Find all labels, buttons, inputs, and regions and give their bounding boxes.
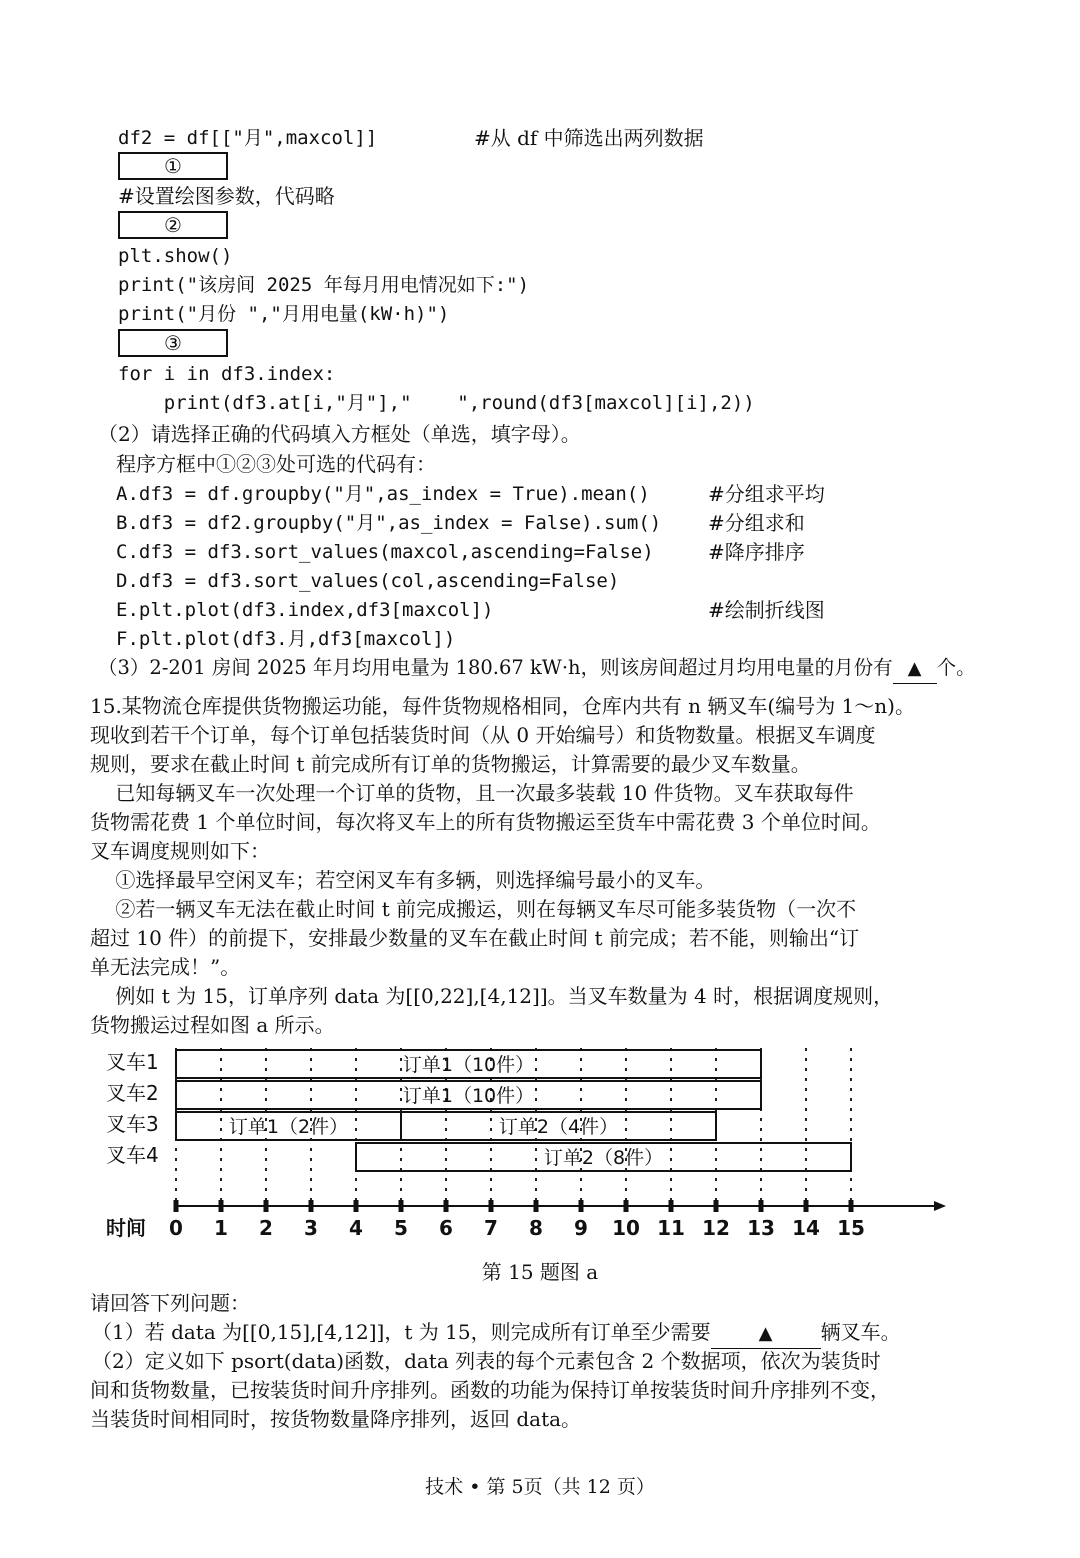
option-b-comment: #分组求和 [708,511,805,535]
figure-caption: 第 15 题图 a [481,1260,599,1284]
q15-rule1: ①选择最早空闲叉车；若空闲叉车有多辆，则选择编号最小的叉车。 [90,868,716,892]
tick-label-12: 12 [702,1216,730,1240]
tick-label-13: 13 [747,1216,775,1240]
question-2-line3: 当装货时间相同时，按货物数量降序排列，返回 data。 [90,1407,582,1431]
option-c-comment: #降序排序 [708,540,805,564]
q15-p2-line3: 叉车调度规则如下： [90,839,270,863]
option-c: C.df3 = df3.sort_values(maxcol,ascending=False) [116,541,654,563]
row-label-2: 叉车2 [106,1081,159,1105]
option-a-comment: #分组求平均 [708,482,825,506]
tick-label-10: 10 [612,1216,640,1240]
code-line-print-title: print("该房间 2025 年每月用电情况如下:") [118,274,530,296]
tick-label-4: 4 [349,1216,363,1240]
tick-label-8: 8 [529,1216,543,1240]
code-line-print-header: print("月份 ","月用电量(kW·h)") [118,303,450,325]
q15-p2-line1: 已知每辆叉车一次处理一个订单的货物，且一次最多装载 10 件货物。叉车获取每件 [90,781,854,805]
option-f: F.plt.plot(df3.月,df3[maxcol]) [116,628,456,650]
tick-label-11: 11 [657,1216,685,1240]
tick-label-2: 2 [259,1216,273,1240]
tick-mark-15 [849,1200,854,1212]
page-footer: 技术 • 第 5页（共 12 页） [425,1476,655,1498]
order-bar-label-5: 订单2（8件） [543,1147,664,1169]
q15-p1-line1: 15.某物流仓库提供货物搬运功能，每件货物规格相同，仓库内共有 n 辆叉车(编号为 1～n)。 [90,694,915,718]
q15-p1-line2: 现收到若干个订单，每个订单包括装货时间（从 0 开始编号）和货物数量。根据叉车调度 [90,723,876,747]
code-comment-plot-params: #设置绘图参数，代码略 [118,184,335,208]
question-1-unit: 辆叉车。 [820,1320,901,1344]
tick-label-15: 15 [837,1216,865,1240]
order-bar-label-4: 订单2（4件） [498,1116,619,1138]
option-b: B.df3 = df2.groupby("月",as_index = False).sum() [116,512,662,534]
tick-mark-7 [489,1200,494,1212]
tick-mark-2 [264,1200,269,1212]
q2-intro: 程序方框中①②③处可选的代码有： [116,452,436,476]
q15-rule2-line2: 超过 10 件）的前提下，安排最少数量的叉车在截止时间 t 前完成；若不能，则输出“订 [90,926,860,950]
tick-label-1: 1 [214,1216,228,1240]
tick-label-7: 7 [484,1216,498,1240]
question-2-line1: （2）定义如下 psort(data)函数，data 列表的每个元素包含 2 个数据项，依次为装货时 [92,1349,881,1373]
question-1 [92,1318,901,1349]
code-line-print-row: print(df3.at[i,"月"]," ",round(df3[maxcol][i],2)) [118,392,755,414]
tick-mark-0 [174,1200,179,1212]
answer-box-2[interactable]: ② [118,211,228,239]
q3-unit: 个。 [936,656,976,679]
code-comment-filter: #从 df 中筛选出两列数据 [474,126,704,150]
tick-label-3: 3 [304,1216,318,1240]
order-bar-label-2: 订单1（10件） [402,1085,535,1107]
tick-mark-4 [354,1200,359,1212]
answer-box-3[interactable]: ③ [118,329,228,357]
tick-mark-13 [759,1200,764,1212]
code-line-show: plt.show() [118,245,233,267]
option-d: D.df3 = df3.sort_values(col,ascending=False) [116,570,620,592]
questions-intro: 请回答下列问题： [90,1291,250,1315]
option-e-comment: #绘制折线图 [708,598,825,622]
tick-label-14: 14 [792,1216,820,1240]
tick-mark-9 [579,1200,584,1212]
time-axis-arrow [934,1201,946,1211]
tick-mark-8 [534,1200,539,1212]
option-a: A.df3 = df.groupby("月",as_index = True).mean() [116,483,650,505]
tick-label-9: 9 [574,1216,588,1240]
tick-mark-5 [399,1200,404,1212]
q15-p1-line3: 规则，要求在截止时间 t 前完成所有订单的货物搬运，计算需要的最少叉车数量。 [90,752,811,776]
q3-text: （3）2-201 房间 2025 年月均用电量为 180.67 kW·h，则该房间超过月均用电量的月份有 [98,656,893,679]
q3-line [98,654,976,684]
order-bar-label-1: 订单1（10件） [402,1054,535,1076]
tick-mark-11 [669,1200,674,1212]
tick-mark-6 [444,1200,449,1212]
axis-label-time: 时间 [106,1216,146,1240]
q15-rule2-line3: 单无法完成！”。 [90,955,241,979]
tick-mark-12 [714,1200,719,1212]
tick-mark-14 [804,1200,809,1212]
tick-mark-1 [219,1200,224,1212]
question-1-answer-blank[interactable]: ▲ [711,1320,821,1349]
question-2-line2: 间和货物数量，已按装货时间升序排列。函数的功能为保持订单按装货时间升序排列不变， [90,1378,890,1402]
q15-example-line1: 例如 t 为 15，订单序列 data 为[[0,22],[4,12]]。当叉车数量为 4 时，根据调度规则， [90,984,894,1008]
tick-label-5: 5 [394,1216,408,1240]
option-e: E.plt.plot(df3.index,df3[maxcol]) [116,599,494,621]
question-1-text: （1）若 data 为[[0,15],[4,12]]，t 为 15，则完成所有订单至少需要 [92,1320,711,1344]
q15-rule2-line1: ②若一辆叉车无法在截止时间 t 前完成搬运，则在每辆叉车尽可能多装货物（一次不 [90,897,857,921]
order-bar-label-3: 订单1（2件） [228,1116,349,1138]
q15-example-line2: 货物搬运过程如图 a 所示。 [90,1013,335,1037]
row-label-4: 叉车4 [106,1143,159,1167]
q15-p2-line2: 货物需花费 1 个单位时间，每次将叉车上的所有货物搬运至货车中需花费 3 个单位时间。 [90,810,881,834]
code-line-for: for i in df3.index: [118,363,336,385]
tick-label-6: 6 [439,1216,453,1240]
q2-prompt: （2）请选择正确的代码填入方框处（单选，填字母）。 [98,422,581,446]
answer-box-1[interactable]: ① [118,152,228,180]
forklift-schedule-figure [0,1036,1080,1256]
tick-mark-10 [624,1200,629,1212]
row-label-3: 叉车3 [106,1112,159,1136]
code-line-df2: df2 = df[["月",maxcol]] [118,127,378,149]
row-label-1: 叉车1 [106,1050,159,1074]
q3-answer-blank[interactable]: ▲ [893,655,937,684]
tick-label-0: 0 [169,1216,183,1240]
tick-mark-3 [309,1200,314,1212]
